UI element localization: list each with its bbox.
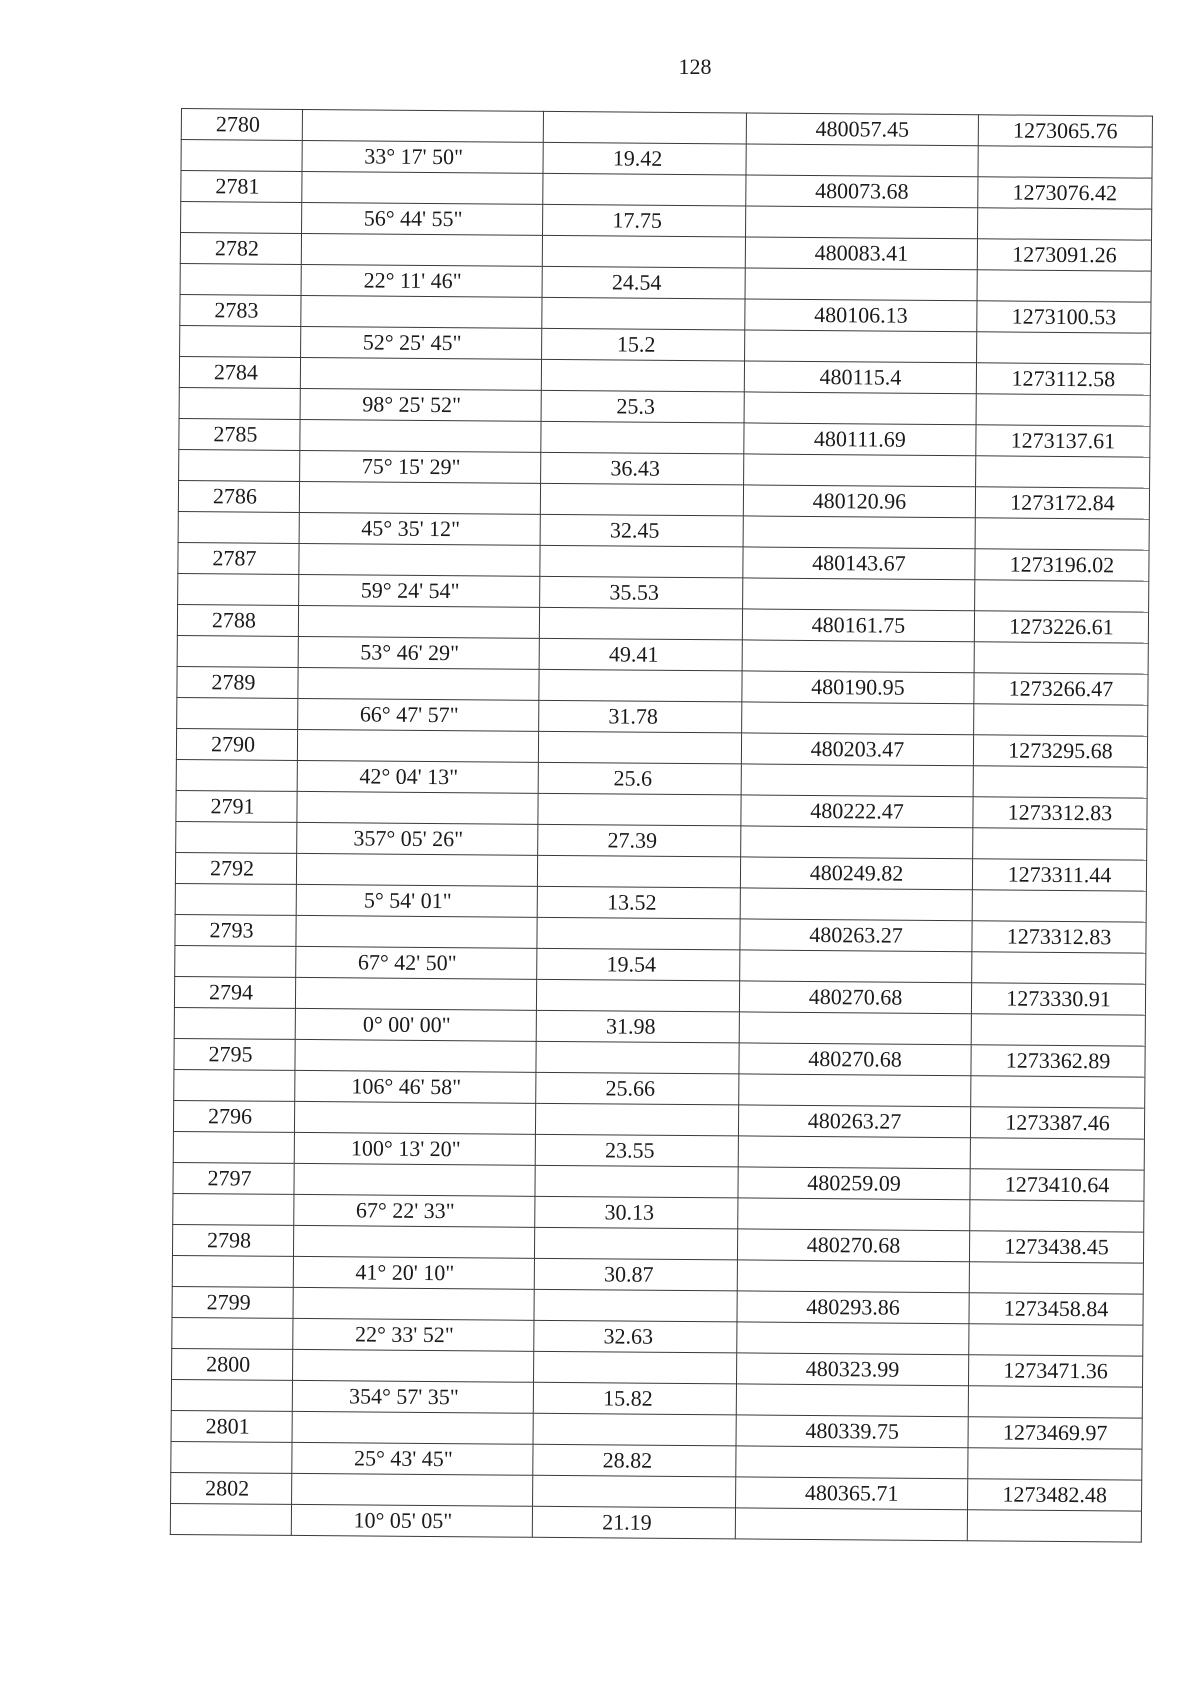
empty-cell: [539, 607, 742, 640]
y-coordinate: 1273226.61: [974, 611, 1148, 643]
empty-cell: [543, 173, 746, 206]
empty-cell: [540, 545, 743, 578]
empty-cell: [973, 828, 1147, 860]
y-coordinate: 1273330.91: [971, 983, 1145, 1015]
empty-cell: [972, 890, 1146, 922]
y-coordinate: 1273458.84: [969, 1293, 1143, 1325]
empty-cell: [535, 1103, 738, 1136]
x-coordinate: 480270.68: [739, 1043, 971, 1076]
segment-distance: 25.66: [536, 1072, 739, 1105]
segment-distance: 31.78: [539, 700, 742, 733]
empty-cell: [737, 1260, 969, 1293]
empty-cell: [298, 667, 539, 700]
x-coordinate: 480259.09: [738, 1167, 970, 1200]
y-coordinate: 1273482.48: [968, 1479, 1142, 1511]
y-coordinate: 1273387.46: [970, 1107, 1144, 1139]
empty-cell: [536, 979, 739, 1012]
x-coordinate: 480263.27: [738, 1105, 970, 1138]
point-id: 2782: [180, 233, 301, 265]
x-coordinate: 480365.71: [736, 1477, 968, 1510]
segment-distance: 49.41: [539, 638, 742, 671]
empty-cell: [297, 729, 538, 762]
empty-cell: [745, 330, 977, 363]
segment-distance: 36.43: [541, 452, 744, 485]
x-coordinate: 480222.47: [741, 795, 973, 828]
empty-cell: [296, 915, 537, 948]
empty-cell: [180, 263, 301, 295]
empty-cell: [970, 1138, 1144, 1170]
empty-cell: [175, 883, 296, 915]
y-coordinate: 1273091.26: [977, 239, 1151, 271]
empty-cell: [173, 1131, 294, 1163]
x-coordinate: 480249.82: [740, 857, 972, 890]
point-id: 2801: [171, 1410, 292, 1442]
bearing-angle: 45° 35' 12": [299, 512, 540, 545]
empty-cell: [181, 140, 302, 172]
empty-cell: [298, 605, 539, 638]
empty-cell: [740, 950, 972, 983]
point-id: 2802: [171, 1472, 292, 1504]
empty-cell: [170, 1503, 291, 1535]
empty-cell: [296, 853, 537, 886]
bearing-angle: 22° 11' 46": [301, 264, 542, 297]
empty-cell: [293, 1225, 534, 1258]
point-id: 2792: [175, 852, 296, 884]
bearing-angle: 42° 04' 13": [297, 760, 538, 793]
empty-cell: [744, 454, 976, 487]
empty-cell: [176, 821, 297, 853]
empty-cell: [975, 518, 1149, 550]
x-coordinate: 480083.41: [745, 237, 977, 270]
empty-cell: [978, 146, 1152, 178]
empty-cell: [740, 888, 972, 921]
bearing-angle: 100° 13' 20": [294, 1132, 535, 1165]
bearing-angle: 67° 22' 33": [294, 1194, 535, 1227]
point-id: 2793: [175, 914, 296, 946]
y-coordinate: 1273295.68: [973, 735, 1147, 767]
point-id: 2797: [173, 1162, 294, 1194]
bearing-angle: 357° 05' 26": [297, 822, 538, 855]
point-id: 2799: [172, 1286, 293, 1318]
empty-cell: [542, 297, 745, 330]
empty-cell: [977, 332, 1151, 364]
bearing-angle: 66° 47' 57": [298, 698, 539, 731]
empty-cell: [736, 1446, 968, 1479]
empty-cell: [300, 357, 541, 390]
empty-cell: [177, 635, 298, 667]
coordinate-table-body: [170, 109, 1152, 1543]
empty-cell: [538, 793, 741, 826]
empty-cell: [302, 109, 543, 142]
point-id: 2785: [179, 418, 300, 450]
empty-cell: [746, 144, 978, 177]
segment-distance: 24.54: [542, 266, 745, 299]
y-coordinate: 1273438.45: [969, 1231, 1143, 1263]
bearing-angle: 41° 20' 10": [293, 1256, 534, 1289]
empty-cell: [301, 295, 542, 328]
empty-cell: [535, 1165, 738, 1198]
bearing-angle: 75° 15' 29": [300, 450, 541, 483]
segment-distance: 13.52: [537, 886, 740, 919]
empty-cell: [299, 543, 540, 576]
empty-cell: [295, 1039, 536, 1072]
segment-distance: 35.53: [540, 576, 743, 609]
point-id: 2784: [179, 356, 300, 388]
empty-cell: [537, 917, 740, 950]
empty-cell: [744, 392, 976, 425]
empty-cell: [737, 1322, 969, 1355]
y-coordinate: 1273137.61: [976, 425, 1150, 457]
empty-cell: [178, 573, 299, 605]
point-id: 2798: [172, 1224, 293, 1256]
empty-cell: [977, 208, 1151, 240]
point-id: 2800: [172, 1348, 293, 1380]
segment-distance: 28.82: [533, 1444, 736, 1477]
segment-distance: 31.98: [536, 1010, 739, 1043]
empty-cell: [541, 421, 744, 454]
empty-cell: [976, 394, 1150, 426]
empty-cell: [175, 945, 296, 977]
y-coordinate: 1273065.76: [978, 115, 1152, 147]
empty-cell: [534, 1227, 737, 1260]
segment-distance: 19.42: [543, 142, 746, 175]
empty-cell: [542, 235, 745, 268]
empty-cell: [292, 1411, 533, 1444]
y-coordinate: 1273112.58: [976, 363, 1150, 395]
y-coordinate: 1273172.84: [975, 487, 1149, 519]
x-coordinate: 480115.4: [744, 361, 976, 394]
point-id: 2794: [174, 976, 295, 1008]
empty-cell: [179, 387, 300, 419]
y-coordinate: 1273469.97: [968, 1417, 1142, 1449]
x-coordinate: 480339.75: [736, 1415, 968, 1448]
y-coordinate: 1273410.64: [970, 1169, 1144, 1201]
empty-cell: [743, 516, 975, 549]
empty-cell: [293, 1287, 534, 1320]
empty-cell: [181, 202, 302, 234]
x-coordinate: 480270.68: [739, 981, 971, 1014]
segment-distance: 17.75: [543, 204, 746, 237]
y-coordinate: 1273076.42: [978, 177, 1152, 209]
segment-distance: 25.3: [541, 390, 744, 423]
empty-cell: [533, 1413, 736, 1446]
empty-cell: [297, 791, 538, 824]
empty-cell: [534, 1289, 737, 1322]
y-coordinate: 1273471.36: [968, 1355, 1142, 1387]
bearing-angle: 0° 00' 00": [295, 1008, 536, 1041]
y-coordinate: 1273362.89: [971, 1045, 1145, 1077]
y-coordinate: 1273266.47: [974, 673, 1148, 705]
segment-distance: 27.39: [538, 824, 741, 857]
empty-cell: [969, 1324, 1143, 1356]
empty-cell: [172, 1255, 293, 1287]
x-coordinate: 480143.67: [743, 547, 975, 580]
bearing-angle: 98° 25' 52": [300, 388, 541, 421]
empty-cell: [539, 669, 742, 702]
empty-cell: [743, 578, 975, 611]
empty-cell: [975, 580, 1149, 612]
y-coordinate: 1273312.83: [972, 921, 1146, 953]
empty-cell: [540, 483, 743, 516]
empty-cell: [736, 1384, 968, 1417]
empty-cell: [180, 325, 301, 357]
point-id: 2791: [176, 790, 297, 822]
empty-cell: [971, 1076, 1145, 1108]
empty-cell: [742, 640, 974, 673]
x-coordinate: 480057.45: [746, 113, 978, 146]
x-coordinate: 480270.68: [737, 1229, 969, 1262]
empty-cell: [292, 1473, 533, 1506]
segment-distance: 15.82: [533, 1382, 736, 1415]
empty-cell: [976, 456, 1150, 488]
empty-cell: [172, 1317, 293, 1349]
point-id: 2796: [173, 1100, 294, 1132]
empty-cell: [735, 1508, 967, 1541]
empty-cell: [738, 1136, 970, 1169]
empty-cell: [739, 1012, 971, 1045]
empty-cell: [171, 1379, 292, 1411]
x-coordinate: 480120.96: [743, 485, 975, 518]
bearing-angle: 5° 54' 01": [296, 884, 537, 917]
empty-cell: [741, 764, 973, 797]
segment-distance: 21.19: [532, 1506, 735, 1539]
point-id: 2786: [178, 480, 299, 512]
empty-cell: [969, 1262, 1143, 1294]
empty-cell: [745, 268, 977, 301]
x-coordinate: 480203.47: [741, 733, 973, 766]
empty-cell: [741, 826, 973, 859]
bearing-angle: 33° 17' 50": [302, 140, 543, 173]
empty-cell: [173, 1193, 294, 1225]
segment-distance: 15.2: [542, 328, 745, 361]
empty-cell: [972, 952, 1146, 984]
empty-cell: [176, 759, 297, 791]
empty-cell: [178, 511, 299, 543]
empty-cell: [543, 111, 746, 144]
point-id: 2788: [177, 604, 298, 636]
x-coordinate: 480073.68: [746, 175, 978, 208]
y-coordinate: 1273312.83: [973, 797, 1147, 829]
empty-cell: [533, 1475, 736, 1508]
x-coordinate: 480161.75: [742, 609, 974, 642]
bearing-angle: 22° 33' 52": [293, 1318, 534, 1351]
segment-distance: 23.55: [535, 1134, 738, 1167]
segment-distance: 25.6: [538, 762, 741, 795]
segment-distance: 30.87: [534, 1258, 737, 1291]
segment-distance: 30.13: [535, 1196, 738, 1229]
empty-cell: [739, 1074, 971, 1107]
empty-cell: [174, 1069, 295, 1101]
bearing-angle: 354° 57' 35": [292, 1380, 533, 1413]
empty-cell: [294, 1101, 535, 1134]
empty-cell: [977, 270, 1151, 302]
bearing-angle: 10° 05' 05": [291, 1504, 532, 1537]
segment-distance: 32.63: [534, 1320, 737, 1353]
empty-cell: [302, 171, 543, 204]
empty-cell: [534, 1351, 737, 1384]
empty-cell: [974, 704, 1148, 736]
x-coordinate: 480106.13: [745, 299, 977, 332]
empty-cell: [294, 1163, 535, 1196]
segment-distance: 19.54: [537, 948, 740, 981]
empty-cell: [968, 1386, 1142, 1418]
bearing-angle: 52° 25' 45": [301, 326, 542, 359]
bearing-angle: 67° 42' 50": [296, 946, 537, 979]
empty-cell: [974, 642, 1148, 674]
empty-cell: [541, 359, 744, 392]
x-coordinate: 480263.27: [740, 919, 972, 952]
empty-cell: [177, 697, 298, 729]
bearing-angle: 25° 43' 45": [292, 1442, 533, 1475]
y-coordinate: 1273100.53: [977, 301, 1151, 333]
empty-cell: [171, 1441, 292, 1473]
point-id: 2787: [178, 542, 299, 574]
empty-cell: [299, 481, 540, 514]
point-id: 2780: [181, 109, 302, 141]
empty-cell: [971, 1014, 1145, 1046]
empty-cell: [538, 731, 741, 764]
x-coordinate: 480323.99: [736, 1353, 968, 1386]
bearing-angle: 106° 46' 58": [295, 1070, 536, 1103]
y-coordinate: 1273311.44: [972, 859, 1146, 891]
point-id: 2783: [180, 294, 301, 326]
segment-row: [170, 1503, 1141, 1542]
empty-cell: [537, 855, 740, 888]
empty-cell: [179, 449, 300, 481]
bearing-angle: 59° 24' 54": [299, 574, 540, 607]
point-id: 2789: [177, 666, 298, 698]
empty-cell: [746, 206, 978, 239]
x-coordinate: 480111.69: [744, 423, 976, 456]
empty-cell: [742, 702, 974, 735]
x-coordinate: 480293.86: [737, 1291, 969, 1324]
empty-cell: [301, 233, 542, 266]
point-id: 2795: [174, 1038, 295, 1070]
empty-cell: [968, 1448, 1142, 1480]
empty-cell: [293, 1349, 534, 1382]
empty-cell: [738, 1198, 970, 1231]
segment-distance: 32.45: [540, 514, 743, 547]
y-coordinate: 1273196.02: [975, 549, 1149, 581]
coordinate-table: [170, 108, 1153, 1543]
empty-cell: [536, 1041, 739, 1074]
empty-cell: [973, 766, 1147, 798]
x-coordinate: 480190.95: [742, 671, 974, 704]
empty-cell: [967, 1510, 1141, 1542]
empty-cell: [295, 977, 536, 1010]
bearing-angle: 56° 44' 55": [302, 202, 543, 235]
bearing-angle: 53° 46' 29": [298, 636, 539, 669]
point-id: 2790: [176, 728, 297, 760]
point-id: 2781: [181, 171, 302, 203]
page-number: 128: [678, 54, 712, 79]
empty-cell: [970, 1200, 1144, 1232]
empty-cell: [300, 419, 541, 452]
empty-cell: [174, 1007, 295, 1039]
